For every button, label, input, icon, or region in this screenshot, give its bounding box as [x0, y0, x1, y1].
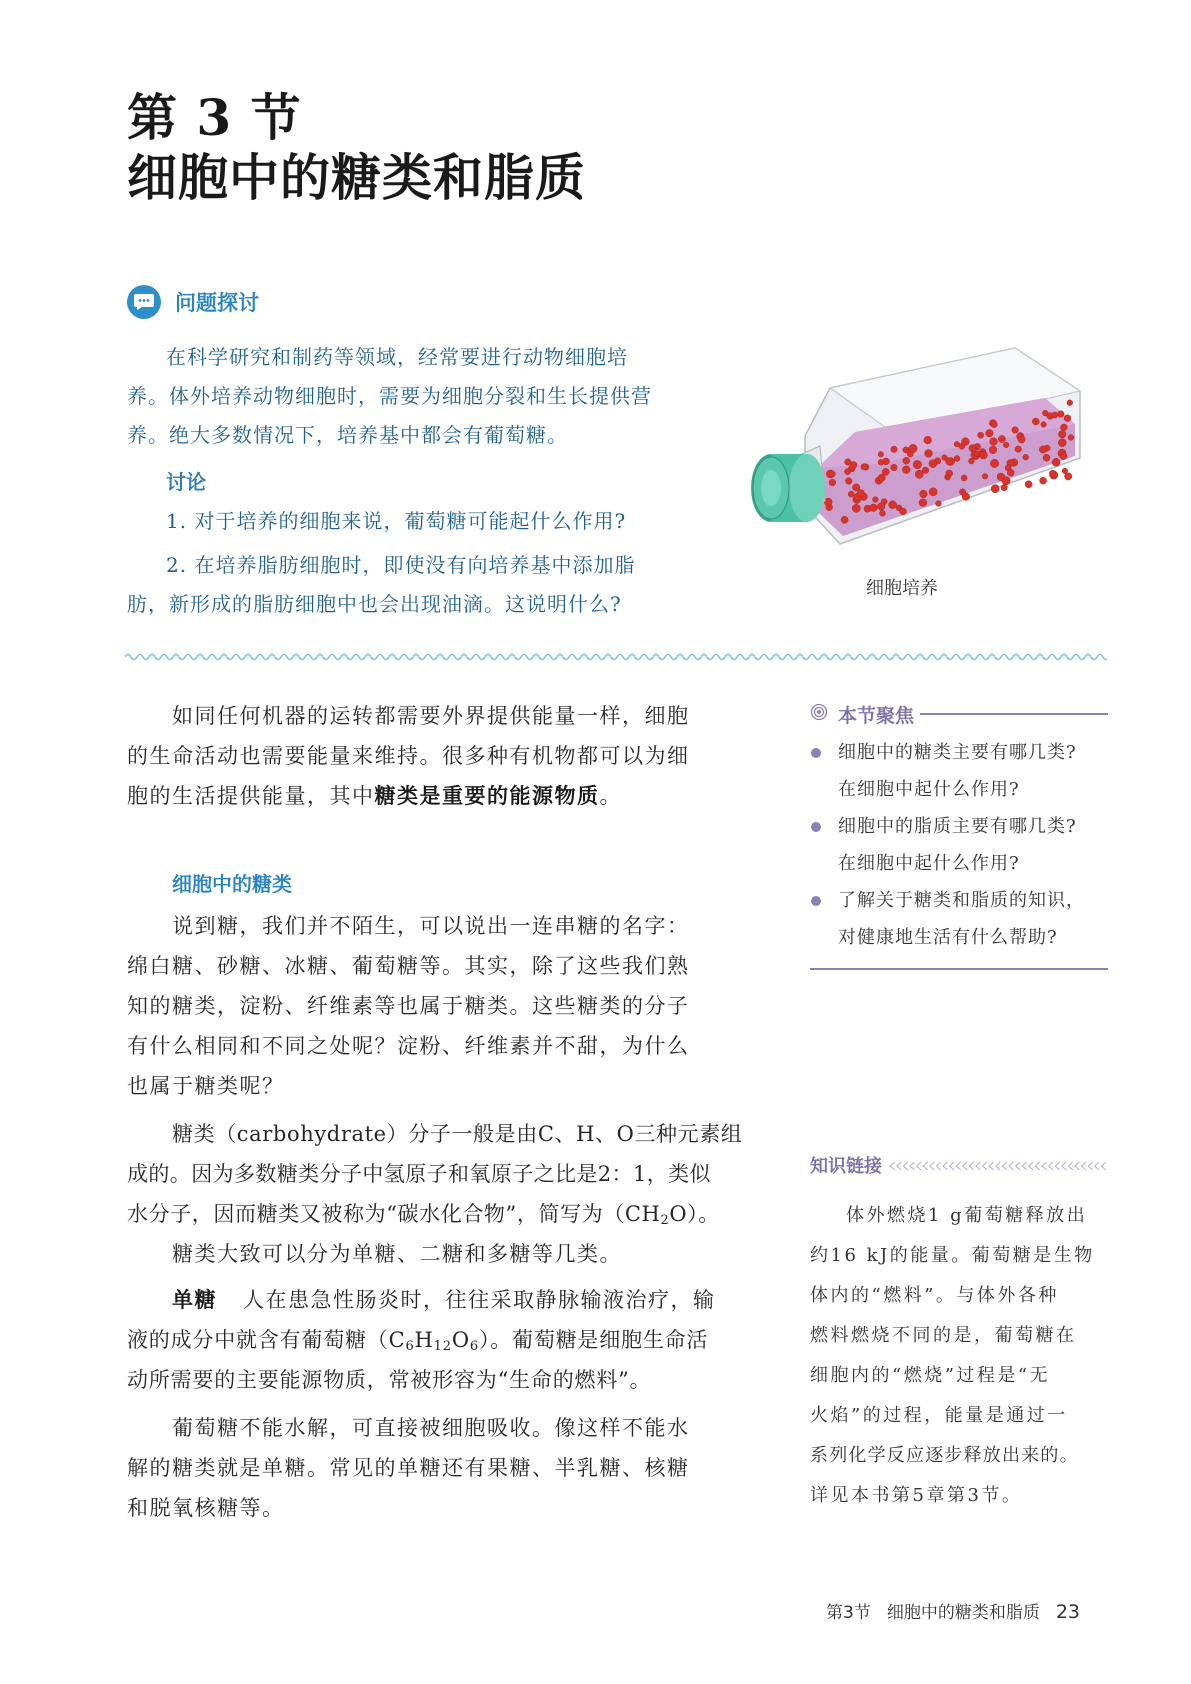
discussion-intro-line: 养。体外培养动物细胞时，需要为细胞分裂和生长提供营	[127, 384, 652, 408]
paragraph-line: 成的。因为多数糖类分子中氢原子和氧原子之比是2：1，类似	[127, 1162, 711, 1186]
section-label: 第 3 节	[127, 88, 302, 147]
page-footer	[826, 1598, 1080, 1623]
discussion-subheading: 讨论	[166, 470, 206, 494]
discussion-question-1: 1. 对于培养的细胞来说，葡萄糖可能起什么作用?	[166, 509, 627, 533]
focus-item: 细胞中的糖类主要有哪几类?	[838, 742, 1077, 763]
discussion-intro-line: 在科学研究和制药等领域，经常要进行动物细胞培	[166, 345, 628, 369]
knowledge-link-line: 细胞内的“燃烧”过程是“无	[810, 1365, 1051, 1386]
focus-item: 在细胞中起什么作用?	[838, 779, 1020, 800]
page-number: 23	[1055, 1601, 1081, 1623]
paragraph-line-formula: 水分子，因而糖类又被称为“碳水化合物”，简写为$(CH_2O)$。	[127, 1202, 720, 1228]
focus-title: 本节聚焦	[838, 704, 915, 727]
knowledge-link-line: 体外燃烧1 g葡萄糖释放出	[846, 1205, 1088, 1226]
knowledge-link-line: 体内的“燃料”。与体外各种	[810, 1285, 1059, 1306]
focus-item: 对健康地生活有什么帮助?	[838, 927, 1058, 948]
discussion-intro-line: 养。绝大多数情况下，培养基中都会有葡萄糖。	[127, 423, 568, 447]
figure-caption: 细胞培养	[866, 578, 938, 599]
paragraph-line: 绵白糖、砂糖、冰糖、葡萄糖等。其实，除了这些我们熟	[127, 954, 690, 978]
intro-line: 的生命活动也需要能量来维持。很多种有机物都可以为细	[127, 744, 690, 768]
focus-bullet	[811, 896, 821, 906]
page-title: 细胞中的糖类和脂质	[127, 148, 586, 207]
focus-item: 在细胞中起什么作用?	[838, 853, 1020, 874]
footer-section: 第3节	[826, 1603, 871, 1623]
paragraph-line: 也属于糖类呢？	[127, 1074, 285, 1098]
focus-item: 了解关于糖类和脂质的知识，	[838, 890, 1085, 911]
key-concept: 糖类是重要的能源物质	[374, 784, 600, 808]
knowledge-link-line: 详见本书第5章第3节。	[810, 1485, 1023, 1506]
paragraph-line-formula: 液的成分中就含有葡萄糖$(C_6H_{12}O_6)$。葡萄糖是细胞生命活	[127, 1328, 709, 1354]
discussion-question-2-cont: 肪，新形成的脂肪细胞中也会出现油滴。这说明什么?	[127, 592, 622, 616]
discussion-question-2: 2. 在培养脂肪细胞时，即使没有向培养基中添加脂	[166, 553, 636, 577]
discussion-title: 问题探讨	[175, 291, 259, 315]
paragraph-line: 动所需要的主要能源物质，常被形容为“生命的燃料”。	[127, 1368, 652, 1392]
paragraph-line: 说到糖，我们并不陌生，可以说出一连串糖的名字：	[172, 914, 690, 938]
section-heading-sugars: 细胞中的糖类	[172, 872, 292, 896]
paragraph-line: 糖类（carbohydrate）分子一般是由C、H、O三种元素组	[172, 1122, 743, 1146]
paragraph-line: 葡萄糖不能水解，可直接被细胞吸收。像这样不能水	[172, 1416, 690, 1440]
knowledge-link-line: 火焰”的过程，能量是通过一	[810, 1405, 1068, 1426]
paragraph-line: 解的糖类就是单糖。常见的单糖还有果糖、半乳糖、核糖	[127, 1456, 690, 1480]
intro-line-3: 胞的生活提供能量，其中糖类是重要的能源物质。	[127, 784, 622, 808]
knowledge-link-line: 燃料燃烧不同的是，葡萄糖在	[810, 1325, 1077, 1346]
paragraph-line: 糖类大致可以分为单糖、二糖和多糖等几类。	[172, 1242, 622, 1266]
cell-culture-flask-image	[745, 336, 1090, 566]
term-monosaccharide: 单糖	[172, 1288, 217, 1312]
focus-bottom-rule	[810, 968, 1108, 970]
target-icon	[810, 703, 828, 725]
knowledge-link-title: 知识链接	[810, 1156, 882, 1177]
focus-item: 细胞中的脂质主要有哪几类?	[838, 816, 1077, 837]
knowledge-link-line: 系列化学反应逐步释放出来的。	[810, 1445, 1079, 1466]
paragraph-line-monosaccharide: 单糖 人在患急性肠炎时，往往采取静脉输液治疗，输	[172, 1288, 716, 1312]
wavy-divider	[125, 648, 1107, 660]
paragraph-line: 有什么相同和不同之处呢？淀粉、纤维素并不甜，为什么	[127, 1034, 690, 1058]
speech-bubble-icon	[127, 285, 161, 319]
discussion-header	[127, 282, 259, 322]
paragraph-line: 和脱氧核糖等。	[127, 1496, 285, 1520]
paragraph-line: 知的糖类，淀粉、纤维素等也属于糖类。这些糖类的分子	[127, 994, 690, 1018]
focus-bullet	[811, 822, 821, 832]
knowledge-link-line: 约16 kJ的能量。葡萄糖是生物	[810, 1245, 1095, 1266]
focus-bullet	[811, 748, 821, 758]
intro-line: 如同任何机器的运转都需要外界提供能量一样，细胞	[172, 704, 690, 728]
knowledge-link-header	[810, 1152, 1108, 1178]
focus-header	[810, 701, 1108, 727]
chevron-rule-icon	[888, 1158, 1108, 1172]
footer-title: 细胞中的糖类和脂质	[886, 1603, 1040, 1623]
